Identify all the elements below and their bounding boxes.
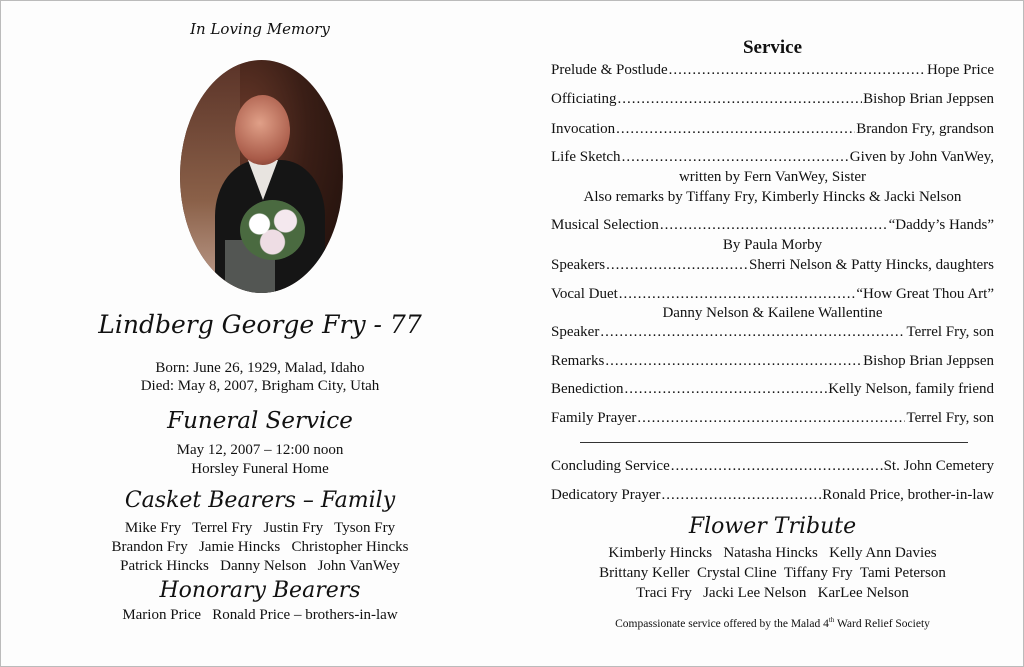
program-row [551, 486, 994, 505]
program-value: Brandon Fry, grandson [856, 121, 994, 137]
casket-bearers-line: Brandon Fry Jamie Hincks Christopher Hincks [111, 539, 409, 555]
service-heading: Service [742, 37, 803, 58]
program-subline: Danny Nelson & Kailene Wallentine [662, 305, 883, 321]
program-row [551, 256, 994, 275]
program-label: Life Sketch [551, 149, 621, 165]
program-row [551, 216, 994, 235]
deceased-name: Lindberg George Fry - 77 [98, 310, 422, 339]
funeral-date: May 12, 2007 – 12:00 noon [176, 442, 344, 458]
program-row [551, 323, 994, 342]
program-value: St. John Cemetery [883, 458, 994, 474]
footer-note [551, 611, 994, 634]
program-label: Benediction [551, 381, 624, 397]
program-value: “Daddy’s Hands” [888, 217, 994, 233]
section-divider [580, 442, 968, 443]
honorary-bearers-line: Marion Price Ronald Price – brothers-in-law [122, 607, 398, 623]
program-label: Vocal Duet [551, 286, 618, 302]
program-row [551, 285, 994, 304]
flower-tribute-heading: Flower Tribute [688, 514, 857, 539]
program-subline: Also remarks by Tiffany Fry, Kimberly Hincks & Jacki Nelson [583, 189, 962, 205]
born-line: Born: June 26, 1929, Malad, Idaho [155, 360, 365, 376]
program-value: Terrel Fry, son [906, 410, 994, 426]
program-label: Speakers [551, 257, 606, 273]
program-row [551, 61, 994, 80]
program-row [551, 380, 994, 399]
program-row [551, 409, 994, 428]
funeral-place: Horsley Funeral Home [191, 461, 329, 477]
casket-bearers-line: Patrick Hincks Danny Nelson John VanWey [120, 558, 400, 574]
program-label: Prelude & Postlude [551, 62, 668, 78]
program-value: Terrel Fry, son [906, 324, 994, 340]
program-label: Officiating [551, 91, 617, 107]
footer-text: Ward Relief Society [834, 617, 930, 630]
program-value: Kelly Nelson, family friend [828, 381, 994, 397]
died-line: Died: May 8, 2007, Brigham City, Utah [140, 378, 380, 394]
program-value: “How Great Thou Art” [856, 286, 994, 302]
casket-bearers-heading: Casket Bearers – Family [124, 488, 396, 513]
in-loving-memory: In Loving Memory [190, 20, 330, 38]
program-label: Concluding Service [551, 458, 670, 474]
footer-superscript: th [828, 616, 835, 624]
program-subline: By Paula Morby [722, 237, 823, 253]
flower-tribute-line: Kimberly Hincks Natasha Hincks Kelly Ann Davies [608, 545, 937, 561]
program-label: Remarks [551, 353, 605, 369]
program-label: Speaker [551, 324, 600, 340]
program-value: Hope Price [926, 62, 994, 78]
flower-tribute-line: Traci Fry Jacki Lee Nelson KarLee Nelson [636, 585, 909, 601]
program-value: Bishop Brian Jeppsen [863, 353, 994, 369]
footer-text: Compassionate service offered by the Malad 4 [615, 617, 829, 630]
program-label: Invocation [551, 121, 616, 137]
casket-bearers-line: Mike Fry Terrel Fry Justin Fry Tyson Fry [124, 520, 396, 536]
program-label: Family Prayer [551, 410, 637, 426]
program-value: Given by John VanWey, [849, 149, 994, 165]
portrait-photo [180, 60, 343, 293]
funeral-service-heading: Funeral Service [167, 408, 353, 434]
program-row [551, 352, 994, 371]
program-label: Dedicatory Prayer [551, 487, 661, 503]
program-subline: written by Fern VanWey, Sister [678, 169, 867, 185]
honorary-bearers-heading: Honorary Bearers [159, 578, 361, 603]
program-value: Ronald Price, brother-in-law [822, 487, 994, 503]
flower-tribute-line: Brittany Keller Crystal Cline Tiffany Fry Tami Peterson [599, 565, 946, 581]
program-row [551, 457, 994, 476]
program-row [551, 120, 994, 139]
program-row [551, 148, 994, 167]
program-label: Musical Selection [551, 217, 659, 233]
program-value: Sherri Nelson & Patty Hincks, daughters [749, 257, 994, 273]
program-value: Bishop Brian Jeppsen [863, 91, 994, 107]
program-row [551, 90, 994, 109]
